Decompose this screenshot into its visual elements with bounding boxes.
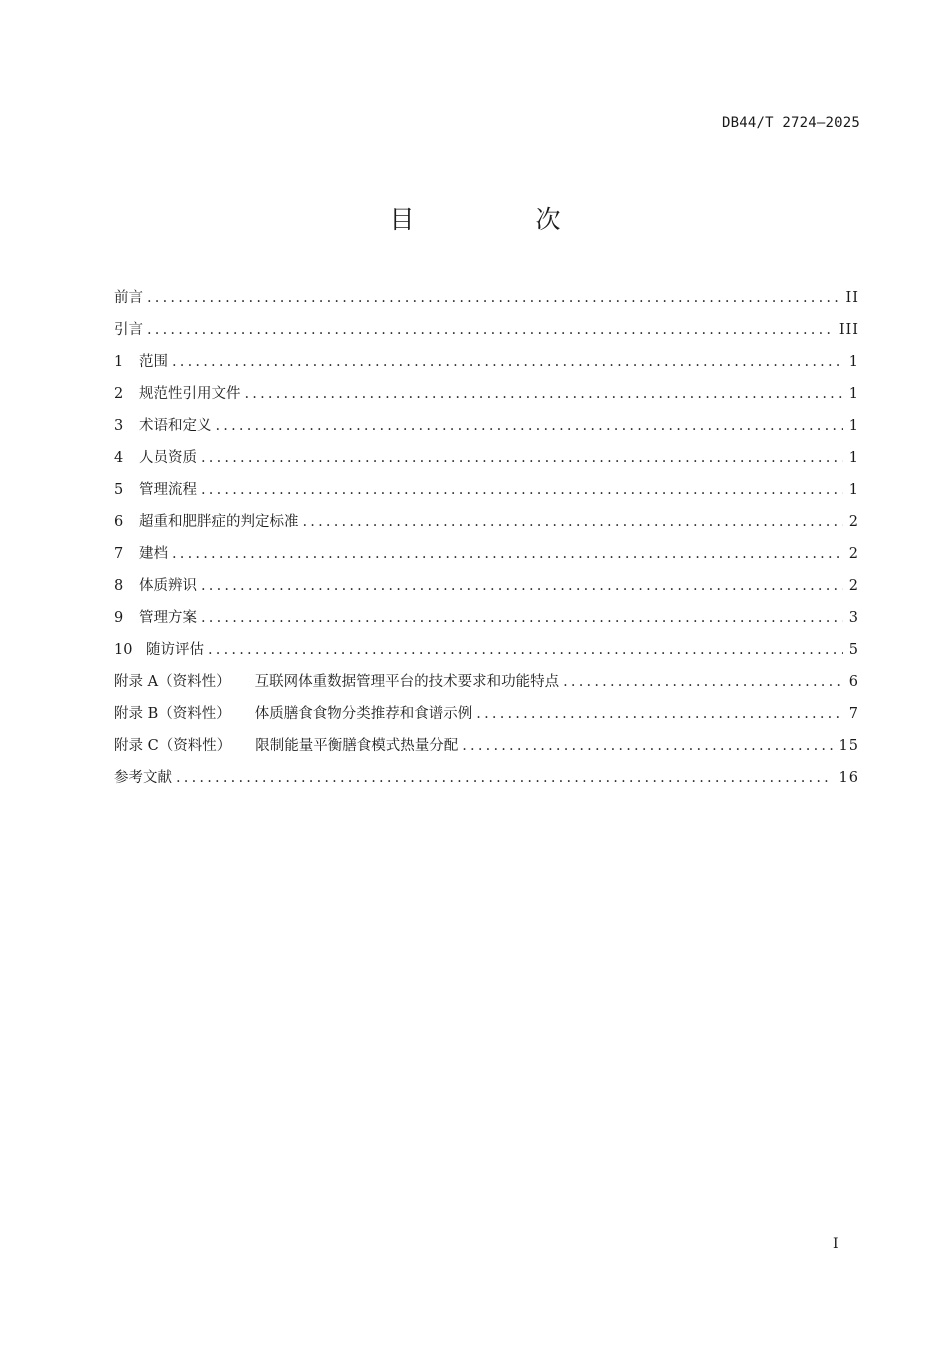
toc-leader-dots [176,767,833,789]
toc-entry-label: 人员资质 [139,450,197,466]
toc-leader-dots [147,287,840,309]
toc-entry-number: 10 [114,642,133,658]
toc-entry-number: 1 [114,354,124,370]
toc-entry-constitution[interactable] [114,575,859,607]
toc-entry-page: 2 [848,514,859,530]
toc-entry-label: 随访评估 [146,642,204,658]
toc-entry-personnel[interactable] [114,447,859,479]
toc-entry-follow-up[interactable] [114,639,859,671]
toc-entry-number: 8 [114,578,124,594]
toc-leader-dots [476,703,843,725]
toc-leader-dots [563,671,843,693]
toc-entry-label: 规范性引用文件 [139,386,241,402]
toc-leader-dots [216,415,843,437]
toc-entry-number: 2 [114,386,124,402]
toc-entry-appendix-c[interactable] [114,735,859,767]
toc-entry-label: 范围 [139,354,168,370]
toc-entry-page: II [845,290,859,306]
toc-leader-dots [147,319,833,341]
toc-entry-label: 术语和定义 [139,418,212,434]
toc-entry-records[interactable] [114,543,859,575]
toc-entry-page: 1 [848,354,859,370]
toc-entry-bibliography[interactable] [114,767,859,799]
toc-leader-dots [245,383,843,405]
toc-leader-dots [462,735,832,757]
toc-leader-dots [201,607,843,629]
toc-entry-label: 建档 [139,546,168,562]
toc-entry-prefix: 附录 A（资料性） [114,674,231,690]
toc-entry-label: 管理方案 [139,610,197,626]
toc-entry-number: 5 [114,482,124,498]
toc-entry-page: 2 [848,546,859,562]
toc-entry-number: 6 [114,514,124,530]
toc-entry-label: 限制能量平衡膳食模式热量分配 [255,738,459,754]
toc-entry-preface[interactable] [114,287,859,319]
toc-entry-terms-definitions[interactable] [114,415,859,447]
toc-entry-appendix-b[interactable] [114,703,859,735]
toc-entry-page: III [838,322,859,338]
toc-entry-page: 16 [838,770,859,786]
page-title: 目 次 [389,205,609,234]
toc-entry-page: 1 [848,482,859,498]
toc-entry-number: 4 [114,450,124,466]
toc-entry-page: 5 [848,642,859,658]
document-code: DB44/T 2724—2025 [721,115,860,131]
toc-entry-page: 3 [848,610,859,626]
toc-entry-prefix: 附录 B（资料性） [114,706,231,722]
toc-entry-page: 2 [848,578,859,594]
toc-leader-dots [303,511,843,533]
toc-entry-label: 体质膳食食物分类推荐和食谱示例 [254,706,473,722]
toc-entry-page: 1 [848,386,859,402]
toc-leader-dots [201,479,843,501]
toc-entry-management-plan[interactable] [114,607,859,639]
page-number: I [833,1236,839,1252]
toc-entry-label: 体质辨识 [139,578,197,594]
toc-entry-number: 3 [114,418,124,434]
toc-leader-dots [201,447,843,469]
table-of-contents [114,287,859,799]
toc-leader-dots [172,351,843,373]
toc-leader-dots [208,639,843,661]
toc-leader-dots [172,543,843,565]
toc-entry-page: 7 [848,706,859,722]
toc-entry-page: 1 [848,450,859,466]
toc-entry-appendix-a[interactable] [114,671,859,703]
toc-entry-number: 7 [114,546,124,562]
toc-entry-label: 前言 [114,290,143,306]
toc-entry-label: 互联网体重数据管理平台的技术要求和功能特点 [254,674,560,690]
toc-entry-normative-references[interactable] [114,383,859,415]
toc-leader-dots [201,575,843,597]
toc-entry-scope[interactable] [114,351,859,383]
toc-entry-management-process[interactable] [114,479,859,511]
toc-entry-introduction[interactable] [114,319,859,351]
toc-entry-page: 6 [848,674,859,690]
toc-entry-page: 1 [848,418,859,434]
toc-entry-criteria[interactable] [114,511,859,543]
toc-entry-label: 超重和肥胖症的判定标准 [139,514,299,530]
toc-entry-label: 参考文献 [114,770,172,786]
toc-entry-page: 15 [838,738,859,754]
toc-entry-label: 引言 [114,322,143,338]
toc-entry-label: 管理流程 [139,482,197,498]
toc-entry-prefix: 附录 C（资料性） [114,738,232,754]
toc-entry-number: 9 [114,610,124,626]
